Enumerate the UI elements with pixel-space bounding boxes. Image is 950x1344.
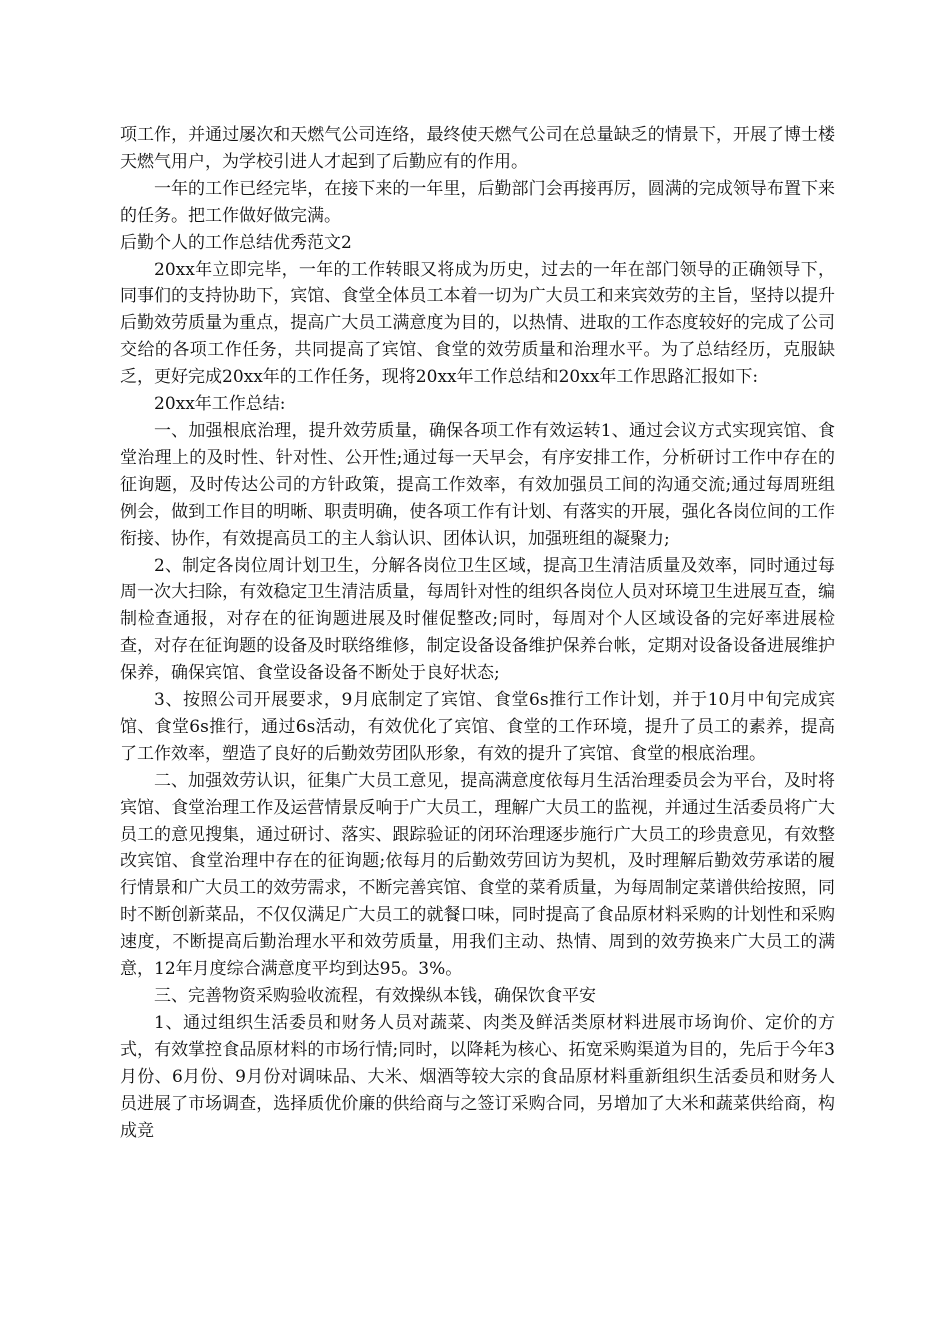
- section-heading: 后勤个人的工作总结优秀范文2: [120, 232, 352, 253]
- paragraph: 2、制定各岗位周计划卫生，分解各岗位卫生区域，提高卫生清洁质量及效率，同时通过每周一次大扫除，有效稳定卫生清洁质量，每周针对性的组织各岗位人员对环境卫生进展互查，编制检查通报，对存在的征询题进展及时催促整改;同时，每周对个人区域设备的完好率进展检查，对存在征询题的设备及时联络维修，制定设备设备维护保养台帐，定期对设备设备进展维护保养，确保宾馆、食堂设备设备不断处于良好状态;: [120, 555, 835, 684]
- paragraph: 二、加强效劳认识，征集广大员工意见，提高满意度依每月生活治理委员会为平台，及时将宾馆、食堂治理工作及运营情景反响于广大员工，理解广大员工的监视，并通过生活委员将广大员工的意见搜集，通过研讨、落实、跟踪验证的闭环治理逐步施行广大员工的珍贵意见，有效整改宾馆、食堂治理中存在的征询题;依每月的后勤效劳回访为契机，及时理解后勤效劳承诺的履行情景和广大员工的效劳需求，不断完善宾馆、食堂的菜肴质量，为每周制定菜谱供给按照，同时不断创新菜品，不仅仅满足广大员工的就餐口味，同时提高了食品原材料采购的计划性和采购速度，不断提高后勤治理水平和效劳质量，用我们主动、热情、周到的效劳换来广大员工的满意，12年月度综合满意度平均到达95。3%。: [120, 770, 835, 980]
- paragraph: 3、按照公司开展要求，9月底制定了宾馆、食堂6s推行工作计划，并于10月中旬完成宾馆、食堂6s推行，通过6s活动，有效优化了宾馆、食堂的工作环境，提升了员工的素养，提高了工作效率，塑造了良好的后勤效劳团队形象，有效的提升了宾馆、食堂的根底治理。: [120, 690, 835, 764]
- document-body: [120, 122, 835, 1144]
- paragraph: 20xx年工作总结:: [154, 394, 286, 415]
- paragraph: 1、通过组织生活委员和财务人员对蔬菜、肉类及鲜活类原材料进展市场询价、定价的方式，有效掌控食品原材料的市场行情;同时，以降耗为核心、拓宽采购渠道为目的，先后于今年3月份、6月份、9月份对调味品、大米、烟酒等较大宗的食品原材料重新组织生活委员和财务人员进展了市场调查，选择质优价廉的供给商与之签订采购合同，另增加了大米和蔬菜供给商，构成竞: [120, 1012, 835, 1141]
- paragraph: 一、加强根底治理，提升效劳质量，确保各项工作有效运转1、通过会议方式实现宾馆、食堂治理上的及时性、针对性、公开性;通过每一天早会，有序安排工作，分析研讨工作中存在的征询题，及时传达公司的方针政策，提高工作效率，有效加强员工间的沟通交流;通过每周班组例会，做到工作目的明晰、职责明确，使各项工作有计划、有落实的开展，强化各岗位间的工作衔接、协作，有效提高员工的主人翁认识、团体认识，加强班组的凝聚力;: [120, 420, 835, 549]
- paragraph: 一年的工作已经完毕，在接下来的一年里，后勤部门会再接再厉，圆满的完成领导布置下来的任务。把工作做好做完满。: [120, 178, 835, 226]
- paragraph-continuation: 项工作，并通过屡次和天燃气公司连络，最终使天燃气公司在总量缺乏的情景下，开展了博士楼天燃气用户，为学校引进人才起到了后勤应有的作用。: [120, 125, 835, 172]
- paragraph: 20xx年立即完毕，一年的工作转眼又将成为历史，过去的一年在部门领导的正确领导下，同事们的支持协助下，宾馆、食堂全体员工本着一切为广大员工和来宾效劳的主旨，坚持以提升后勤效劳质量为重点，提高广大员工满意度为目的，以热情、进取的工作态度较好的完成了公司交给的各项工作任务，共同提高了宾馆、食堂的效劳质量和治理水平。为了总结经历，克服缺乏，更好完成20xx年的工作任务，现将20xx年工作总结和20xx年工作思路汇报如下:: [120, 259, 835, 388]
- paragraph: 三、完善物资采购验收流程，有效操纵本钱，确保饮食平安: [154, 986, 596, 1006]
